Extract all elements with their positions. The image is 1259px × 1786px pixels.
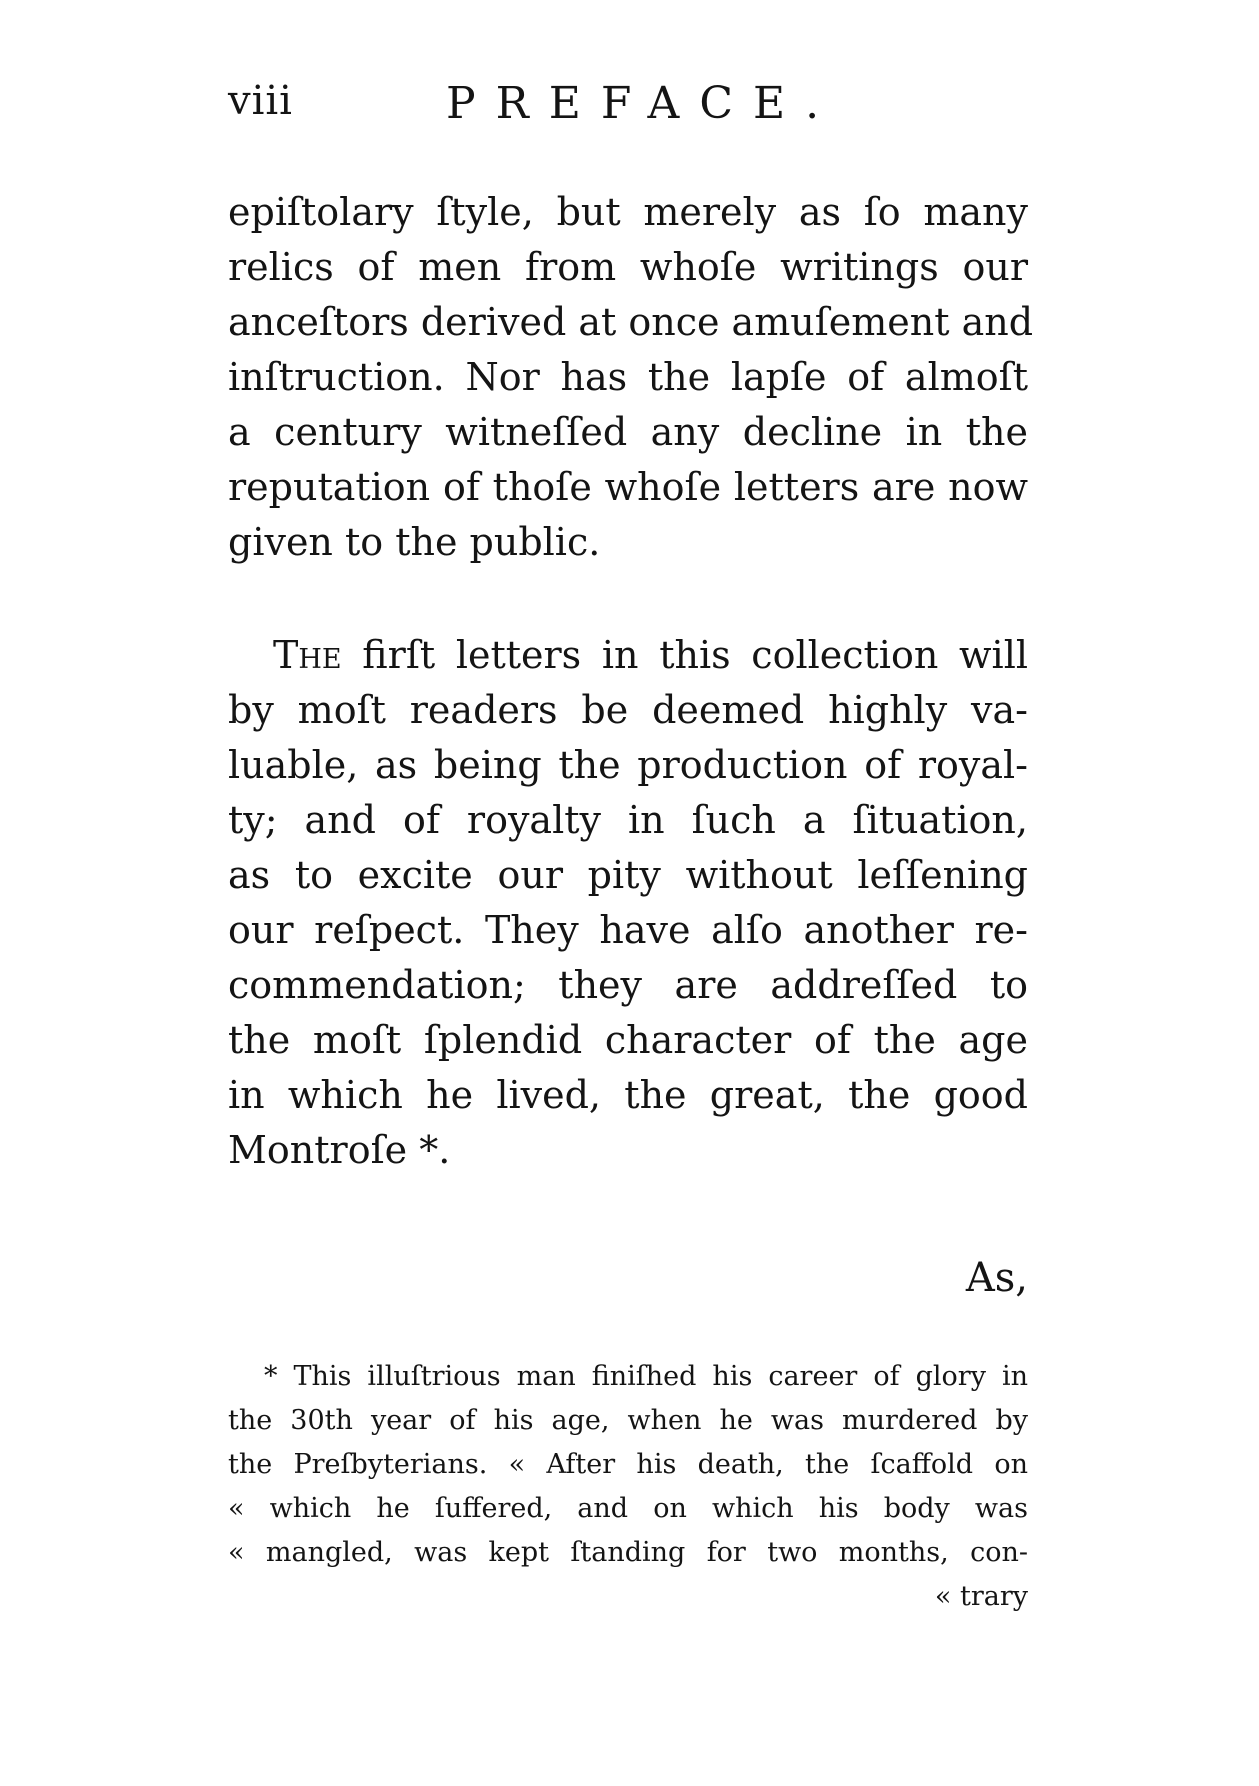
text-line: luable, as being the production of royal- — [228, 743, 1028, 787]
catchword: As, — [965, 1255, 1028, 1301]
page-number: viii — [228, 78, 293, 124]
text-line: Montroſe *. — [228, 1128, 451, 1172]
text-line: commendation; they are addreſſed to — [228, 963, 1028, 1007]
footnote-line: * This illuſtrious man finiſhed his career of glory in — [264, 1361, 1028, 1392]
text-line — [228, 628, 1028, 683]
footnote — [228, 1355, 1028, 1619]
text-line: given to the public. — [228, 520, 601, 564]
text-line: in which he lived, the great, the good — [228, 1073, 1028, 1117]
text-line: by moſt readers be deemed highly va- — [228, 688, 1028, 732]
text-line: epiſtolary ſtyle, but merely as ſo many — [228, 190, 1028, 234]
text-line: as to excite our pity without leſſening — [228, 853, 1028, 897]
text-line: reputation of thoſe whoſe letters are now — [228, 465, 1028, 509]
running-title: PREFACE. — [446, 78, 840, 129]
text-line: the moſt ſplendid character of the age — [228, 1018, 1028, 1062]
paragraph-1 — [228, 185, 1034, 570]
paragraph-2 — [228, 628, 1028, 1178]
text-line: anceſtors derived at once amuſement and — [228, 300, 1034, 344]
footnote-line: the Preſbyterians. « After his death, the ſcaffold on — [228, 1449, 1028, 1480]
footnote-line: « mangled, was kept ſtanding for two months, con- — [228, 1537, 1028, 1568]
text-line: relics of men from whoſe writings our — [228, 245, 1028, 289]
footnote-line: « trary — [934, 1581, 1028, 1612]
text-line: inſtruction. Nor has the lapſe of almoſt — [228, 355, 1028, 399]
footnote-line: « which he ſuffered, and on which his body was — [228, 1493, 1028, 1524]
running-head — [228, 78, 1028, 138]
small-caps-opening-word: The — [273, 633, 342, 677]
text-line: ty; and of royalty in ſuch a ſituation, — [228, 798, 1028, 842]
text-line: a century witneſſed any decline in the — [228, 410, 1028, 454]
text-line: our reſpect. They have alſo another re- — [228, 908, 1028, 952]
text-line-rest: firſt letters in this collection will — [341, 633, 1028, 677]
footnote-line: the 30th year of his age, when he was murdered by — [228, 1405, 1028, 1436]
